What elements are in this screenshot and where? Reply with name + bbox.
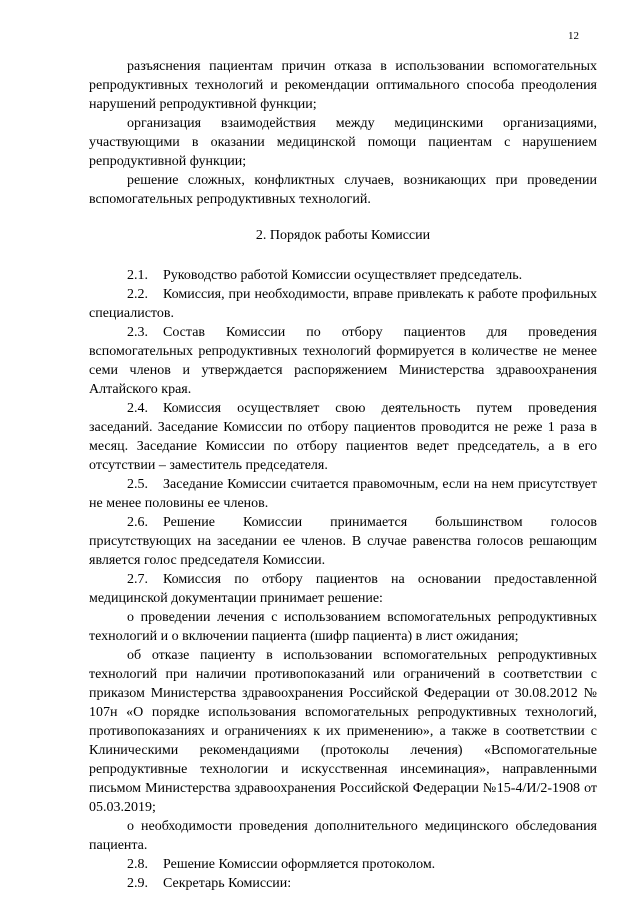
item-number: 2.6. (127, 515, 148, 530)
item-number: 2.9. (127, 876, 148, 891)
item-text: Комиссия, при необходимости, вправе привлекать к работе профильных специалистов. (89, 287, 597, 321)
decision-paragraph: о необходимости проведения дополнительного медицинского обследования пациента. (89, 819, 597, 853)
item-number: 2.5. (127, 477, 148, 492)
item-text: Решение Комиссии принимается большинством голосов присутствующих на заседании ее членов. В случае равенства голосов решающим является голос председателя Комиссии. (89, 515, 597, 568)
item-number: 2.1. (127, 268, 148, 283)
item-text: Секретарь Комиссии: (163, 876, 292, 891)
list-item (89, 874, 597, 893)
item-text: Комиссия по отбору пациентов на основании предоставленной медицинской документации принимает решение: (89, 572, 597, 606)
item-text: Состав Комиссии по отбору пациентов для проведения вспомогательных репродуктивных технологий формируется в количестве не менее семи членов и утверждается распоряжением Министерства здравоохранения Алтайского края. (89, 325, 597, 397)
item-text: Руководство работой Комиссии осуществляет председатель. (163, 268, 523, 283)
item-text: Комиссия осуществляет свою деятельность путем проведения заседаний. Заседание Комиссии по отбору пациентов проводится не реже 1 раза в месяц. Заседание Комиссии по отбору пациентов ведет председатель, а в его отсутствии – заместитель председателя. (89, 401, 597, 473)
list-item (89, 475, 597, 513)
list-item (89, 285, 597, 323)
item-number: 2.8. (127, 857, 148, 872)
section-heading: 2. Порядок работы Комиссии (255, 228, 431, 243)
decision-paragraph: об отказе пациенту в использовании вспомогательных репродуктивных технологий при наличии противопоказаний или ограничений в соответствии с приказом Министерства здравоохранения Российской Федерации от 30.08.2012 № 107н «О порядке использования вспомогательных репродуктивных технологий, противопоказаниях и ограничениях к их применению», а также в соответствии с Клиническими рекомендациями (протоколы лечения) «Вспомогательные репродуктивные технологии и искусственная инсеминация», направленными письмом Министерства здравоохранения Российской Федерации №15-4/И/2-1908 от 05.03.2019; (89, 648, 597, 815)
document-body (89, 57, 597, 893)
item-number: 2.7. (127, 572, 148, 587)
list-item (89, 570, 597, 608)
list-item (89, 266, 597, 285)
decision-paragraph: о проведении лечения с использованием вспомогательных репродуктивных технологий и о включении пациента (шифр пациента) в лист ожидания; (89, 610, 597, 644)
item-text: Решение Комиссии оформляется протоколом. (163, 857, 436, 872)
item-number: 2.3. (127, 325, 148, 340)
list-item (89, 323, 597, 399)
item-number: 2.4. (127, 401, 148, 416)
list-item (89, 855, 597, 874)
list-item (89, 399, 597, 475)
paragraph: решение сложных, конфликтных случаев, возникающих при проведении вспомогательных репродуктивных технологий. (89, 173, 597, 207)
paragraph: разъяснения пациентам причин отказа в использовании вспомогательных репродуктивных технологий и рекомендации оптимального способа преодоления нарушений репродуктивной функции; (89, 59, 597, 112)
page-number: 12 (568, 30, 579, 42)
paragraph: организация взаимодействия между медицинскими организациями, участвующими в оказании медицинской помощи пациентам с нарушением репродуктивной функции; (89, 116, 597, 169)
item-number: 2.2. (127, 287, 148, 302)
item-text: Заседание Комиссии считается правомочным, если на нем присутствует не менее половины ее членов. (89, 477, 597, 511)
list-item (89, 513, 597, 570)
